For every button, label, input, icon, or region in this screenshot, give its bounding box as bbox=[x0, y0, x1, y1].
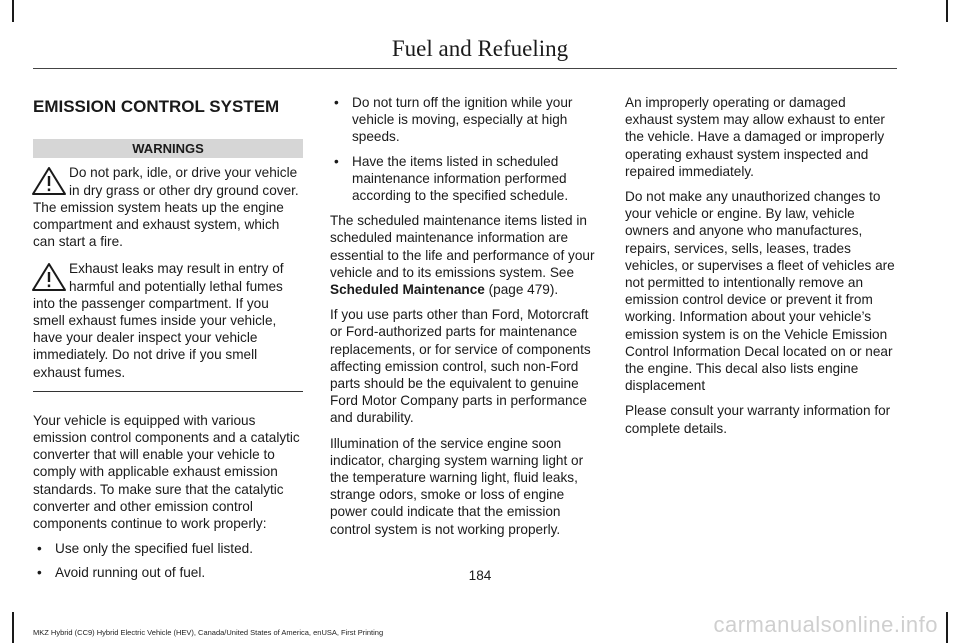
list-item: • Have the items listed in scheduled maintenance information performed according to the specified schedule. bbox=[330, 153, 602, 205]
list-item: • Avoid running out of fuel. bbox=[33, 564, 303, 581]
middle-column bbox=[330, 94, 602, 546]
paragraph: An improperly operating or damaged exhaust system may allow exhaust to enter the vehicle. Have a damaged or improperly operating exhaust system inspected and repaired immediately. bbox=[625, 95, 885, 179]
left-column bbox=[33, 94, 303, 590]
warning-item bbox=[33, 260, 303, 380]
crop-mark-bottom-left bbox=[12, 612, 14, 643]
watermark-text: carmanualsonline.info bbox=[713, 612, 938, 637]
cross-reference-link[interactable]: Scheduled Maintenance bbox=[330, 282, 485, 298]
page-reference: (page 479). bbox=[484, 282, 559, 298]
page-header-title: Fuel and Refueling bbox=[391, 36, 569, 61]
crop-mark-bottom-right bbox=[946, 612, 948, 643]
crop-mark-top-left bbox=[12, 0, 14, 22]
crop-mark-top-right bbox=[946, 0, 948, 22]
warnings-end-divider bbox=[33, 391, 303, 392]
warnings-header: WARNINGS bbox=[33, 139, 303, 158]
intro-paragraph: Your vehicle is equipped with various emission control components and a catalytic converter that will enable your vehicle to comply with applicable exhaust emission standards. To make sure that the catalytic converter and other emission control components continue to work properly: bbox=[33, 412, 300, 532]
footer-text: MKZ Hybrid (CC9) Hybrid Electric Vehicle (HEV), Canada/United States of America, enUSA, First Printing bbox=[33, 628, 384, 637]
warning-triangle-icon bbox=[31, 262, 67, 292]
paragraph: Please consult your warranty information for complete details. bbox=[625, 403, 891, 436]
paragraph: Do not make any unauthorized changes to your vehicle or engine. By law, vehicle owners and anyone who manufactures, repairs, services, sells, leases, trades vehicles, or supervises a fleet of vehicles are not permitted to intentionally remove an emission control device or prevent it from working. Information about your vehicle’s emission system is on the Vehicle Emission Control Information Decal located on or near the engine. This decal also lists engine displacement bbox=[625, 189, 895, 394]
section-title: EMISSION CONTROL SYSTEM bbox=[33, 97, 280, 116]
bullet-list bbox=[330, 94, 602, 204]
list-item: • Use only the specified fuel listed. bbox=[33, 540, 303, 557]
paragraph bbox=[330, 212, 602, 298]
warning-text: Exhaust leaks may result in entry of harmful and potentially lethal fumes into the passenger compartment. If you smell exhaust fumes inside your vehicle, have your dealer inspect your vehicle immediately. Do not drive if you smell exhaust fumes. bbox=[33, 261, 284, 380]
paragraph: If you use parts other than Ford, Motorcraft or Ford-authorized parts for maintenance replacements, or for service of components affecting emission control, such non-Ford parts should be the equivalent to genuine Ford Motor Company parts in performance and durability. bbox=[330, 307, 591, 426]
header-divider bbox=[33, 68, 897, 69]
warning-text: Do not park, idle, or drive your vehicle in dry grass or other dry ground cover. The emission system heats up the engine compartment and exhaust system, which can start a fire. bbox=[33, 165, 299, 250]
list-item: • Do not turn off the ignition while your vehicle is moving, especially at high speeds. bbox=[330, 94, 602, 146]
warning-item bbox=[33, 164, 303, 250]
page-number: 184 bbox=[468, 568, 492, 583]
paragraph: Illumination of the service engine soon indicator, charging system warning light or the temperature warning light, fluid leaks, strange odors, smoke or loss of engine power could indicate that the emission control system is not working properly. bbox=[330, 435, 584, 537]
right-column bbox=[625, 94, 897, 445]
paragraph-text: The scheduled maintenance items listed in scheduled maintenance information are essential to the life and performance of your vehicle and to its emissions system. See bbox=[330, 213, 595, 280]
warning-triangle-icon bbox=[31, 166, 67, 196]
